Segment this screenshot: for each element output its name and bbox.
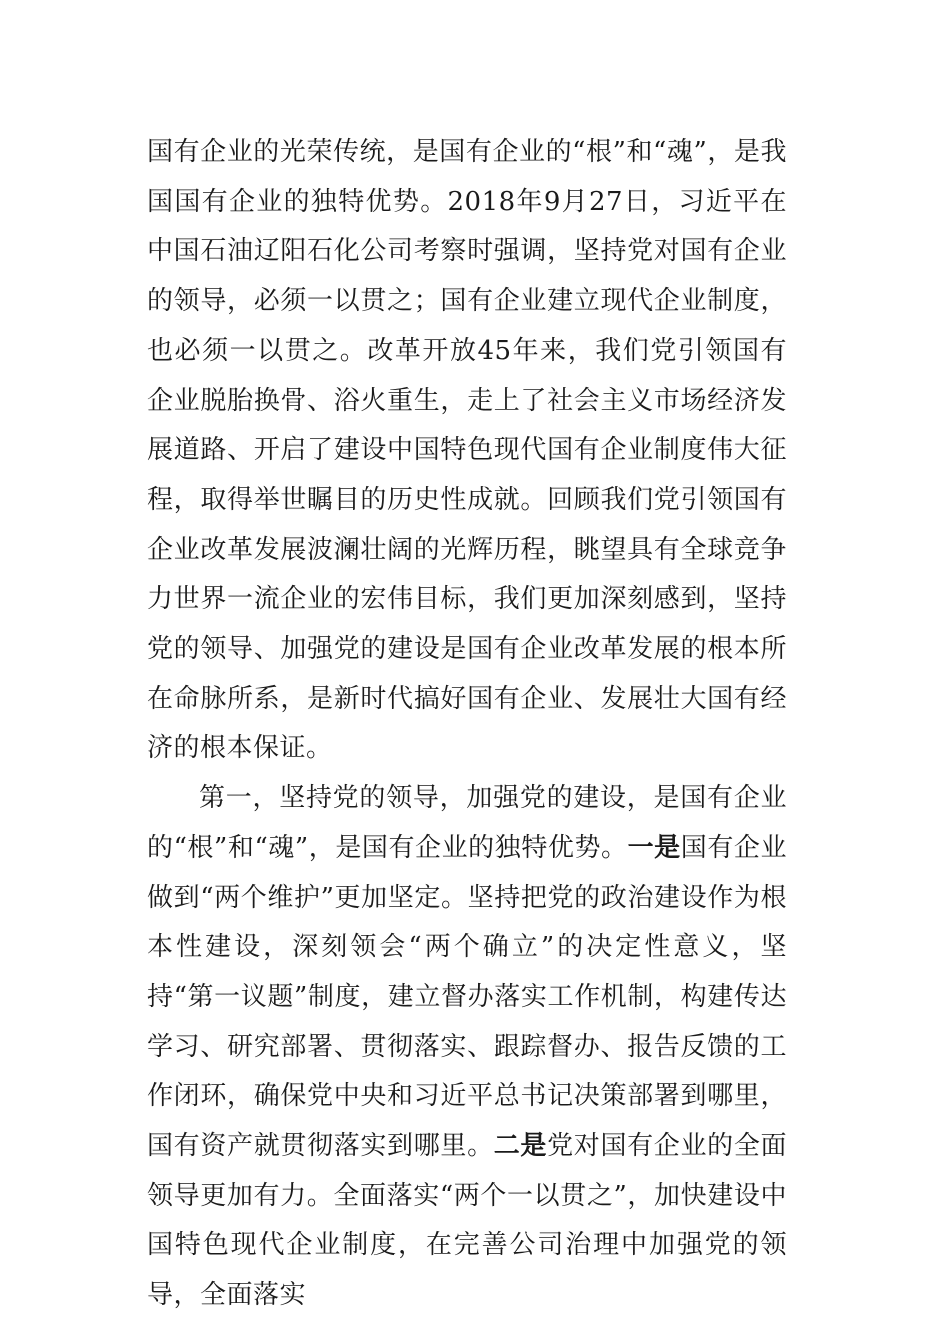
paragraph-1 (147, 128, 787, 774)
paragraph-2 (147, 774, 787, 1321)
document-body (147, 128, 787, 1321)
point-two-text: 党对国有企业的全面领导更加有力。全面落实“两个一以贯之”，加快建设中国特色现代企业制度，在完善公司治理中加强党的领导，全面落实 (147, 1131, 787, 1311)
point-one-label: 一是 (627, 832, 681, 863)
point-one-text: 国有企业做到“两个维护”更加坚定。坚持把党的政治建设作为根本性建设，深刻领会“两个确立”的决定性意义，坚持“第一议题”制度，建立督办落实工作机制，构建传达学习、研究部署、贯彻落实、跟踪督办、报告反馈的工作闭环，确保党中央和习近平总书记决策部署到哪里，国有资产就贯彻落实到哪里。 (147, 832, 787, 1162)
paragraph-1-text: 国有企业的光荣传统，是国有企业的“根”和“魂”，是我国国有企业的独特优势。2018年9月27日，习近平在中国石油辽阳石化公司考察时强调，坚持党对国有企业的领导，必须一以贯之；国有企业建立现代企业制度，也必须一以贯之。改革开放45年来，我们党引领国有企业脱胎换骨、浴火重生，走上了社会主义市场经济发展道路、开启了建设中国特色现代国有企业制度伟大征程，取得举世瞩目的历史性成就。回顾我们党引领国有企业改革发展波澜壮阔的光辉历程，眺望具有全球竞争力世界一流企业的宏伟目标，我们更加深刻感到，坚持党的领导、加强党的建设是国有企业改革发展的根本所在命脉所系，是新时代搞好国有企业、发展壮大国有经济的根本保证。 (147, 137, 787, 764)
point-two-label: 二是 (493, 1131, 548, 1162)
paragraph-2-intro: 第一，坚持党的领导，加强党的建设，是国有企业的“根”和“魂”，是国有企业的独特优势。 (147, 783, 787, 863)
